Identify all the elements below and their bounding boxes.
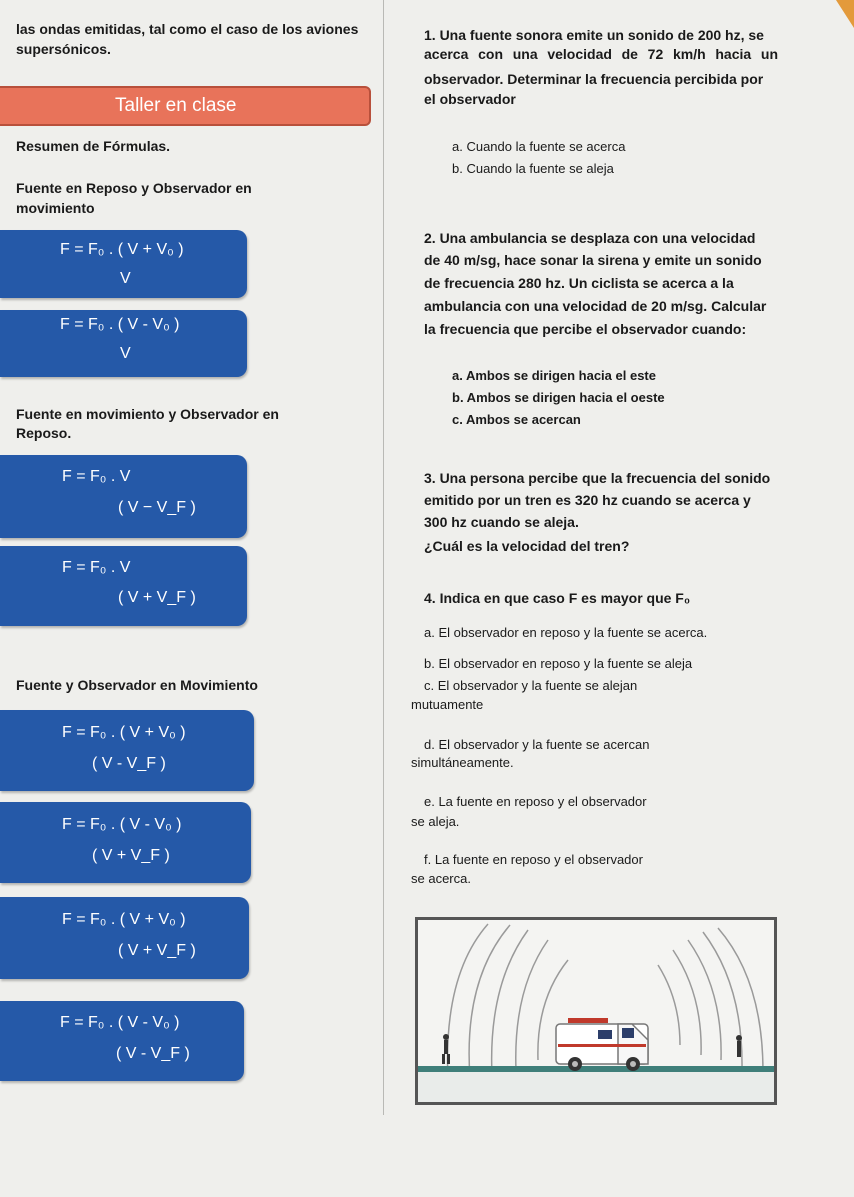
- problem2-line-2: de 40 m/sg, hace sonar la sirena y emite un sonido: [424, 252, 762, 268]
- intro-line-2: supersónicos.: [16, 41, 111, 57]
- problem2-option-b: b. Ambos se dirigen hacia el oeste: [452, 390, 665, 405]
- problem2-line-1: 2. Una ambulancia se desplaza con una velocidad: [424, 230, 756, 246]
- section1-heading-2: movimiento: [16, 200, 95, 216]
- formula-box-1: [0, 230, 247, 298]
- formula-4-numerator: F = F₀ . V: [62, 559, 131, 576]
- formula-box-2: [0, 310, 247, 377]
- formula-2-numerator: F = F₀ . ( V - V₀ ): [60, 316, 180, 333]
- problem2-option-a: a. Ambos se dirigen hacia el este: [452, 368, 656, 383]
- formula-4-denominator: ( V + V_F ): [118, 589, 196, 606]
- formula-box-5: [0, 710, 254, 791]
- formula-7-denominator: ( V + V_F ): [118, 942, 196, 959]
- formula-box-8: [0, 1001, 244, 1081]
- corner-decoration: [832, 0, 854, 28]
- formula-box-4: [0, 546, 247, 626]
- problem4-heading: 4. Indica en que caso F es mayor que F₀: [424, 590, 691, 606]
- formula-box-3: [0, 455, 247, 538]
- problem4-option-e-1: e. La fuente en reposo y el observador: [424, 794, 647, 809]
- problem4-option-c-1: c. El observador y la fuente se alejan: [424, 678, 638, 693]
- problem3-line-3: 300 hz cuando se aleja.: [424, 514, 579, 530]
- section3-heading: Fuente y Observador en Movimiento: [16, 677, 258, 693]
- ambulance-illustration: [415, 917, 777, 1105]
- problem4-option-f-1: f. La fuente en reposo y el observador: [424, 852, 643, 867]
- problem4-option-f-2: se acerca.: [411, 871, 471, 886]
- problem1-line-4: el observador: [424, 91, 516, 107]
- formula-box-6: [0, 802, 251, 883]
- formula-1-denominator: V: [120, 270, 131, 287]
- problem2-option-c: c. Ambos se acercan: [452, 412, 581, 427]
- formula-box-7: [0, 897, 249, 979]
- formula-1-numerator: F = F₀ . ( V + V₀ ): [60, 241, 184, 258]
- problem4-option-a: a. El observador en reposo y la fuente se acerca.: [424, 625, 708, 640]
- section1-heading-1: Fuente en Reposo y Observador en: [16, 180, 252, 196]
- formula-8-numerator: F = F₀ . ( V - V₀ ): [60, 1014, 180, 1031]
- section2-heading-2: Reposo.: [16, 425, 72, 441]
- problem1-option-b: b. Cuando la fuente se aleja: [452, 161, 614, 176]
- column-divider: [383, 0, 384, 1115]
- intro-line-1: las ondas emitidas, tal como el caso de los aviones: [16, 21, 359, 37]
- problem1-line-3: observador. Determinar la frecuencia percibida por: [424, 71, 764, 87]
- formula-5-denominator: ( V - V_F ): [92, 755, 166, 772]
- problem3-line-4: ¿Cuál es la velocidad del tren?: [424, 538, 630, 554]
- formula-3-denominator: ( V − V_F ): [118, 499, 196, 516]
- formula-5-numerator: F = F₀ . ( V + V₀ ): [62, 724, 186, 741]
- formula-6-numerator: F = F₀ . ( V - V₀ ): [62, 816, 182, 833]
- problem1-line-2: acerca con una velocidad de 72 km/h hacia un: [424, 46, 778, 62]
- section2-heading-1: Fuente en movimiento y Observador en: [16, 406, 279, 422]
- problem4-option-b: b. El observador en reposo y la fuente se aleja: [424, 656, 693, 671]
- formula-2-denominator: V: [120, 345, 131, 362]
- resumen-heading: Resumen de Fórmulas.: [16, 138, 171, 154]
- formula-6-denominator: ( V + V_F ): [92, 847, 170, 864]
- problem4-option-c-2: mutuamente: [411, 697, 484, 712]
- problem1-line-1: 1. Una fuente sonora emite un sonido de 200 hz, se: [424, 27, 764, 43]
- problem4-option-e-2: se aleja.: [411, 814, 460, 829]
- formula-3-numerator: F = F₀ . V: [62, 468, 131, 485]
- formula-8-denominator: ( V - V_F ): [116, 1045, 190, 1062]
- formula-7-numerator: F = F₀ . ( V + V₀ ): [62, 911, 186, 928]
- problem4-option-d-1: d. El observador y la fuente se acercan: [424, 737, 650, 752]
- problem2-line-3: de frecuencia 280 hz. Un ciclista se acerca a la: [424, 275, 734, 291]
- problem1-option-a: a. Cuando la fuente se acerca: [452, 139, 626, 154]
- problem4-option-d-2: simultáneamente.: [411, 755, 514, 770]
- problem2-line-4: ambulancia con una velocidad de 20 m/sg. Calcular: [424, 298, 767, 314]
- problem2-line-5: la frecuencia que percibe el observador cuando:: [424, 321, 747, 337]
- problem3-line-2: emitido por un tren es 320 hz cuando se acerca y: [424, 492, 751, 508]
- ambulance-sound-waves-image: [418, 920, 774, 1102]
- problem3-line-1: 3. Una persona percibe que la frecuencia del sonido: [424, 470, 771, 486]
- taller-banner: Taller en clase: [0, 86, 371, 126]
